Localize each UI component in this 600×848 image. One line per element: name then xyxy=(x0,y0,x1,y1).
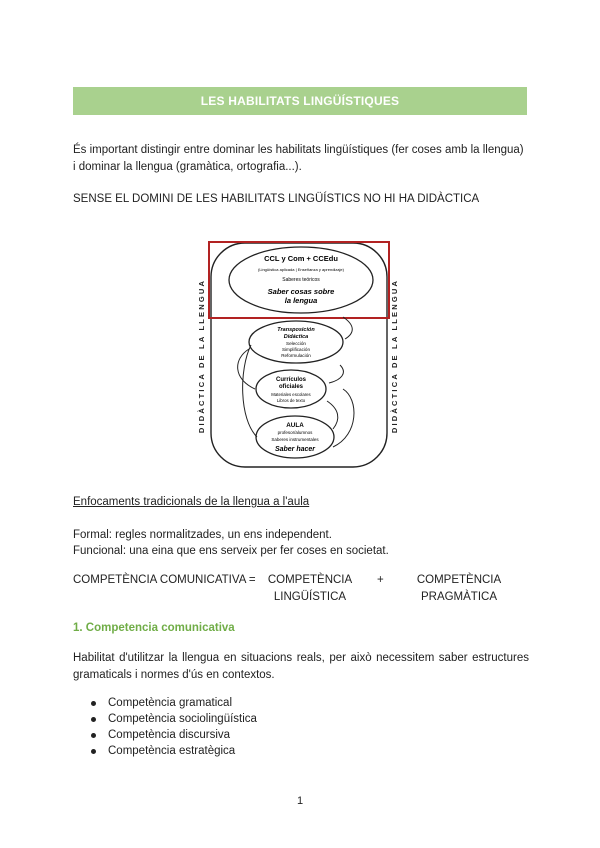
didactics-diagram xyxy=(193,239,405,473)
page-number: 1 xyxy=(296,795,304,807)
section1-heading: 1. Competencia comunicativa xyxy=(73,622,235,634)
ellipse-transposition-line3: Selección xyxy=(286,341,306,346)
page-title: LES HABILITATS LINGÜÍSTIQUES xyxy=(200,94,400,108)
bullet-icon xyxy=(91,717,96,722)
ellipse-classroom-line4: Saber hacer xyxy=(274,446,316,453)
section1-paragraph: Habilitat d'utilitzar la llengua en situacions reals, per això necessitem saber estructures gramaticals i normes d'ús en contextos. xyxy=(73,652,529,681)
intro-paragraph: És important distingir entre dominar les habilitats lingüístiques (fer coses amb la llengua) i dominar la llengua (gramàtica, ortografia...). xyxy=(73,144,524,173)
ellipse-theory-title: CCL y Com + CCEdu xyxy=(264,254,338,263)
list-item: Competència gramatical xyxy=(88,695,257,711)
intro-statement: SENSE EL DOMINI DE LES HABILITATS LINGÜÍSTICS NO HI HA DIDÀCTICA xyxy=(73,193,480,205)
equation-term1-line1: COMPETÈNCIA xyxy=(267,574,353,586)
competence-list xyxy=(88,695,257,759)
list-item: Competència sociolingüística xyxy=(88,711,257,727)
approach-functional: Funcional: una eina que ens serveix per fer coses en societat. xyxy=(73,545,389,557)
equation-left: COMPETÈNCIA COMUNICATIVA = xyxy=(73,574,256,586)
bullet-icon xyxy=(91,749,96,754)
approach-formal: Formal: regles normalitzades, un ens independent. xyxy=(73,529,332,541)
side-label-left: DIDÀCTICA DE LA LLENGUA xyxy=(197,278,206,434)
equation-term1 xyxy=(265,572,355,606)
section-title-banner xyxy=(73,87,527,115)
equation-term1-line2: LINGÜÍSTICA xyxy=(273,591,347,603)
ellipse-theory-line4: Saber cosas sobre xyxy=(267,287,335,296)
ellipse-theory-line3: Saberes teóricos xyxy=(282,277,320,283)
ellipse-curricula-line3: Materiales escolares xyxy=(271,392,311,397)
equation-plus: + xyxy=(377,574,384,586)
approaches-heading: Enfocaments tradicionals de la llengua a l'aula xyxy=(73,496,310,508)
ellipse-curricula-line4: Libros de texto xyxy=(276,398,306,403)
list-item: Competència estratègica xyxy=(88,743,257,759)
ellipse-theory-line5: la lengua xyxy=(284,296,318,305)
ellipse-transposition-title: Transposición xyxy=(277,327,315,333)
equation-term2-line1: COMPETÈNCIA xyxy=(416,574,502,586)
bullet-icon xyxy=(91,701,96,706)
equation-term2-line2: PRAGMÀTICA xyxy=(420,591,498,603)
ellipse-theory-sub: (Lingüística aplicada | Enseñanza y aprendizaje) xyxy=(258,267,344,272)
ellipse-curricula-title2: oficiales xyxy=(278,384,304,390)
ellipse-classroom-line2: profesor/alumnos xyxy=(277,430,313,435)
ellipse-curricula-title: Currículos xyxy=(275,377,307,383)
side-label-right: DIDÀCTICA DE LA LLENGUA xyxy=(390,278,399,434)
equation-term2 xyxy=(414,572,504,606)
ellipse-classroom-line3: Saberes instrumentales xyxy=(271,437,319,442)
bullet-icon xyxy=(91,733,96,738)
list-item: Competència discursiva xyxy=(88,727,257,743)
ellipse-transposition-line4: Simplificación xyxy=(281,347,311,352)
ellipse-classroom-title: AULA xyxy=(286,422,304,429)
ellipse-transposition-line5: Reformulación xyxy=(281,353,311,358)
ellipse-transposition-title2: Didáctica xyxy=(283,334,309,340)
